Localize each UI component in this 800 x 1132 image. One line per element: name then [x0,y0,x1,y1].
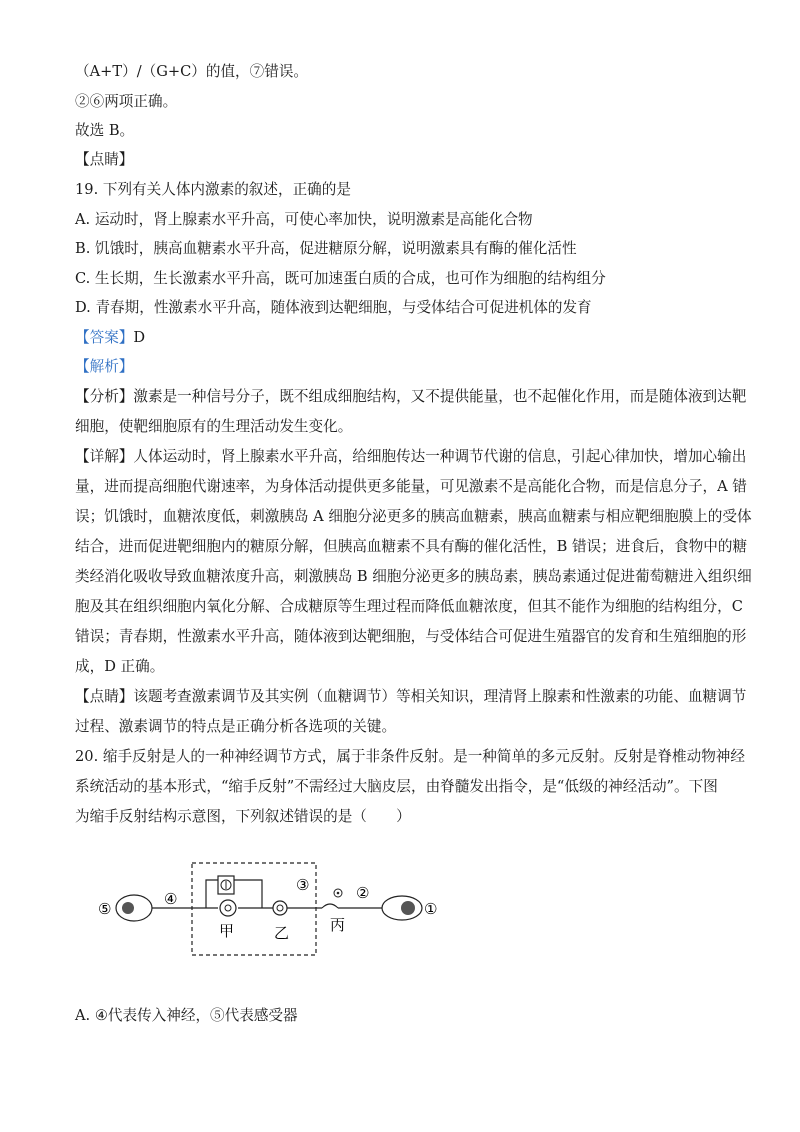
detail-text: 量，进而提高细胞代谢速率，为身体活动提供更多能量，可见激素不是高能化合物，而是信息分子，A 错 [75,478,747,495]
label-5: ⑤ [98,900,112,918]
answer-tag: 【答案】 [75,329,134,346]
detail-text: 胞及其在组织细胞内氧化分解、合成糖原等生理过程而降低血糖浓度，但其不能作为细胞的结构组分，C [75,598,743,615]
option-d: D. 青春期，性激素水平升高，随体液到达靶细胞，与受体结合可促进机体的发育 [75,299,592,316]
label-4: ④ [164,890,178,908]
detail-text: 成，D 正确。 [75,658,165,675]
text-line: （A+T）/（G+C）的值，⑦错误。 [75,63,309,80]
analysis-text: 细胞，使靶细胞原有的生理活动发生变化。 [75,418,353,435]
question-20-option-a: A. ④代表传入神经，⑤代表感受器 [75,1007,298,1024]
detail-text: 错误；青春期，性激素水平升高，随体液到达靶细胞，与受体结合可促进生殖器官的发育和生殖细胞的形 [75,628,747,645]
label-bing: 丙 [330,916,346,934]
question-20-stem: 为缩手反射结构示意图，下列叙述错误的是（ ） [75,808,411,825]
detail-text: 类经消化吸收导致血糖浓度升高，刺激胰岛 B 细胞分泌更多的胰岛素，胰岛素通过促进葡萄糖进入组织细 [75,568,752,585]
label-jia: 甲 [219,922,235,940]
detail-text: 【详解】人体运动时，肾上腺素水平升高，给细胞传达一种调节代谢的信息，引起心律加快，增加心输出 [75,448,747,465]
label-3: ③ [296,876,310,894]
key-point-text: 【点睛】该题考查激素调节及其实例（血糖调节）等相关知识，理清肾上腺素和性激素的功能、血糖调节 [75,688,747,705]
question-20-stem: 20. 缩手反射是人的一种神经调节方式，属于非条件反射。是一种简单的多元反射。反射是脊椎动物神经 [75,748,745,765]
label-1: ① [424,900,438,918]
option-b: B. 饥饿时，胰高血糖素水平升高，促进糖原分解，说明激素具有酶的催化活性 [75,240,577,257]
analysis-text: 【分析】激素是一种信号分子，既不组成细胞结构，又不提供能量，也不起催化作用，而是随体液到达靶 [75,388,747,405]
label-yi: 乙 [274,924,290,942]
option-c: C. 生长期，生长激素水平升高，既可加速蛋白质的合成，也可作为细胞的结构组分 [75,270,606,287]
question-19-stem: 19. 下列有关人体内激素的叙述，正确的是 [75,181,351,198]
answer-value: D [133,329,146,346]
text-line: 故选 B。 [75,122,135,139]
option-a: A. 运动时，肾上腺素水平升高，可使心率加快，说明激素是高能化合物 [75,211,533,228]
answer-line [75,328,735,348]
label-2: ② [356,884,370,902]
analysis-tag: 【解析】 [75,358,134,375]
question-20-stem: 系统活动的基本形式，“缩手反射”不需经过大脑皮层，由脊髓发出指令，是“低级的神经活动”。下图 [75,778,718,795]
reflex-arc-diagram [90,858,450,958]
detail-text: 结合，进而促进靶细胞内的糖原分解，但胰高血糖素不具有酶的催化活性，B 错误；进食后，食物中的糖 [75,538,748,555]
text-line: ②⑥两项正确。 [75,93,178,110]
section-tag: 【点睛】 [75,151,134,168]
key-point-text: 过程、激素调节的特点是正确分析各选项的关键。 [75,718,397,735]
detail-text: 误；饥饿时，血糖浓度低，刺激胰岛 A 细胞分泌更多的胰高血糖素，胰高血糖素与相应靶细胞膜上的受体 [75,508,752,525]
